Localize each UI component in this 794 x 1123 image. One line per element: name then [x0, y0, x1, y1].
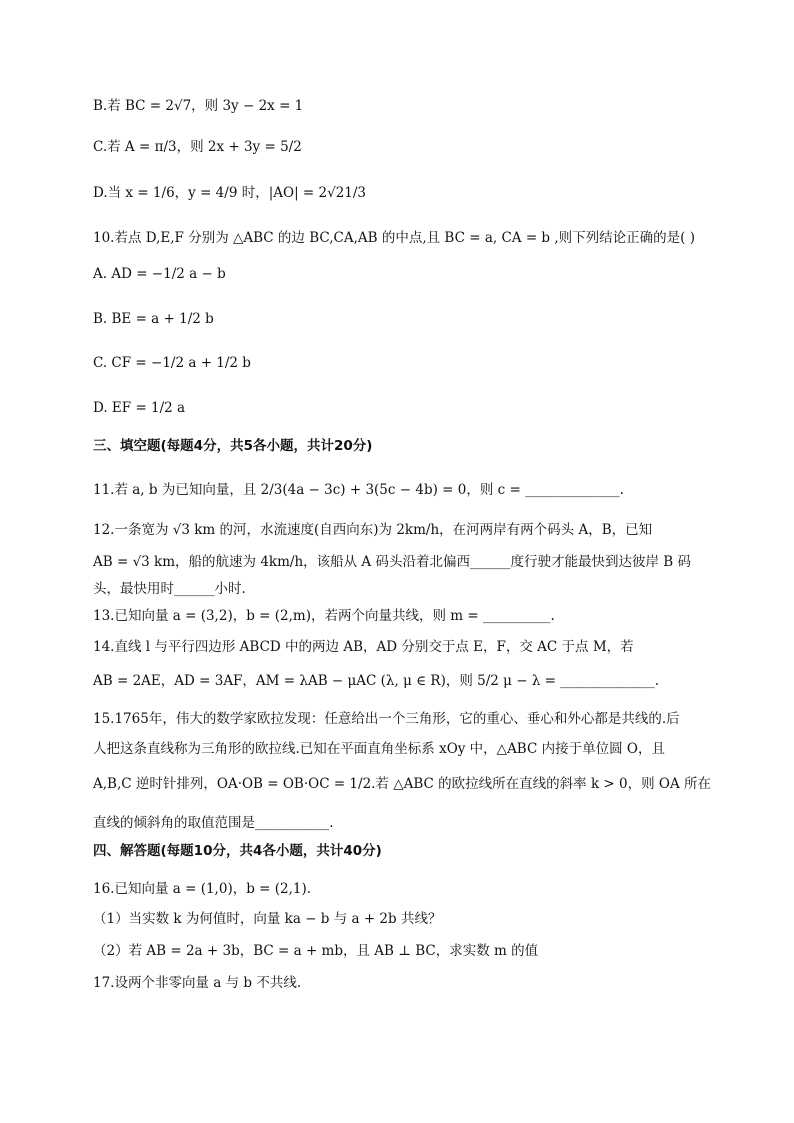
question-17: 17.设两个非零向量 a 与 b 不共线. [93, 975, 302, 991]
question-15-line-2: 人把这条直线称为三角形的欧拉线.已知在平面直角坐标系 xOy 中，△ABC 内接于单位圆 O，且 [93, 741, 665, 757]
question-16: 16.已知向量 a = (1,0)，b = (2,1). [93, 881, 312, 897]
option-10c: C. CF = −1/2 a + 1/2 b [93, 355, 251, 371]
option-9b: B.若 BC = 2√7，则 3y − 2x = 1 [93, 98, 304, 114]
option-10a: A. AD = −1/2 a − b [93, 266, 226, 282]
section-heading-answers: 四、解答题(每题10分，共4各小题，共计40分) [93, 843, 382, 859]
section-heading-fill-in: 三、填空题(每题4分，共5各小题，共计20分) [93, 438, 373, 454]
question-12-line-2: AB = √3 km，船的航速为 4km/h，该船从 A 码头沿着北偏西______度行驶才能最快到达彼岸 B 码 [93, 554, 691, 570]
question-11: 11.若 a, b 为已知向量，且 2/3(4a − 3c) + 3(5c − 4b) = 0，则 c = ______________. [93, 482, 624, 498]
question-13: 13.已知向量 a = (3,2)，b = (2,m)，若两个向量共线，则 m = __________. [93, 608, 555, 624]
question-14-line-2: AB = 2AE，AD = 3AF，AM = λAB − μAC (λ, μ ∈ R)，则 5/2 μ − λ = ______________. [93, 673, 660, 689]
question-15-line-4: 直线的倾斜角的取值范围是___________. [93, 815, 334, 831]
question-14-line-1: 14.直线 l 与平行四边形 ABCD 中的两边 AB，AD 分别交于点 E，F，交 AC 于点 M，若 [93, 639, 634, 655]
question-12-line-1: 12.一条宽为 √3 km 的河，水流速度(自西向东)为 2km/h，在河两岸有两个码头 A，B，已知 [93, 522, 653, 538]
question-15-line-3: A,B,C 逆时针排列，OA·OB = OB·OC = 1/2.若 △ABC 的欧拉线所在直线的斜率 k > 0，则 OA 所在 [93, 776, 712, 792]
question-16-part-1: （1）当实数 k 为何值时，向量 ka − b 与 a + 2b 共线？ [93, 911, 442, 927]
question-15-line-1: 15.1765年，伟大的数学家欧拉发现：任意给出一个三角形，它的重心、垂心和外心都是共线的.后 [93, 711, 680, 727]
option-9d: D.当 x = 1/6，y = 4/9 时，|AO| = 2√21/3 [93, 185, 367, 201]
question-12-line-3: 头，最快用时______小时. [93, 581, 246, 597]
question-16-part-2: （2）若 AB = 2a + 3b，BC = a + mb，且 AB ⊥ BC，求实数 m 的值 [93, 943, 539, 959]
question-10: 10.若点 D,E,F 分别为 △ABC 的边 BC,CA,AB 的中点,且 BC = a, CA = b ,则下列结论正确的是( ) [93, 230, 695, 246]
option-9c: C.若 A = π/3，则 2x + 3y = 5/2 [93, 139, 302, 155]
option-10b: B. BE = a + 1/2 b [93, 311, 214, 327]
option-10d: D. EF = 1/2 a [93, 400, 186, 416]
